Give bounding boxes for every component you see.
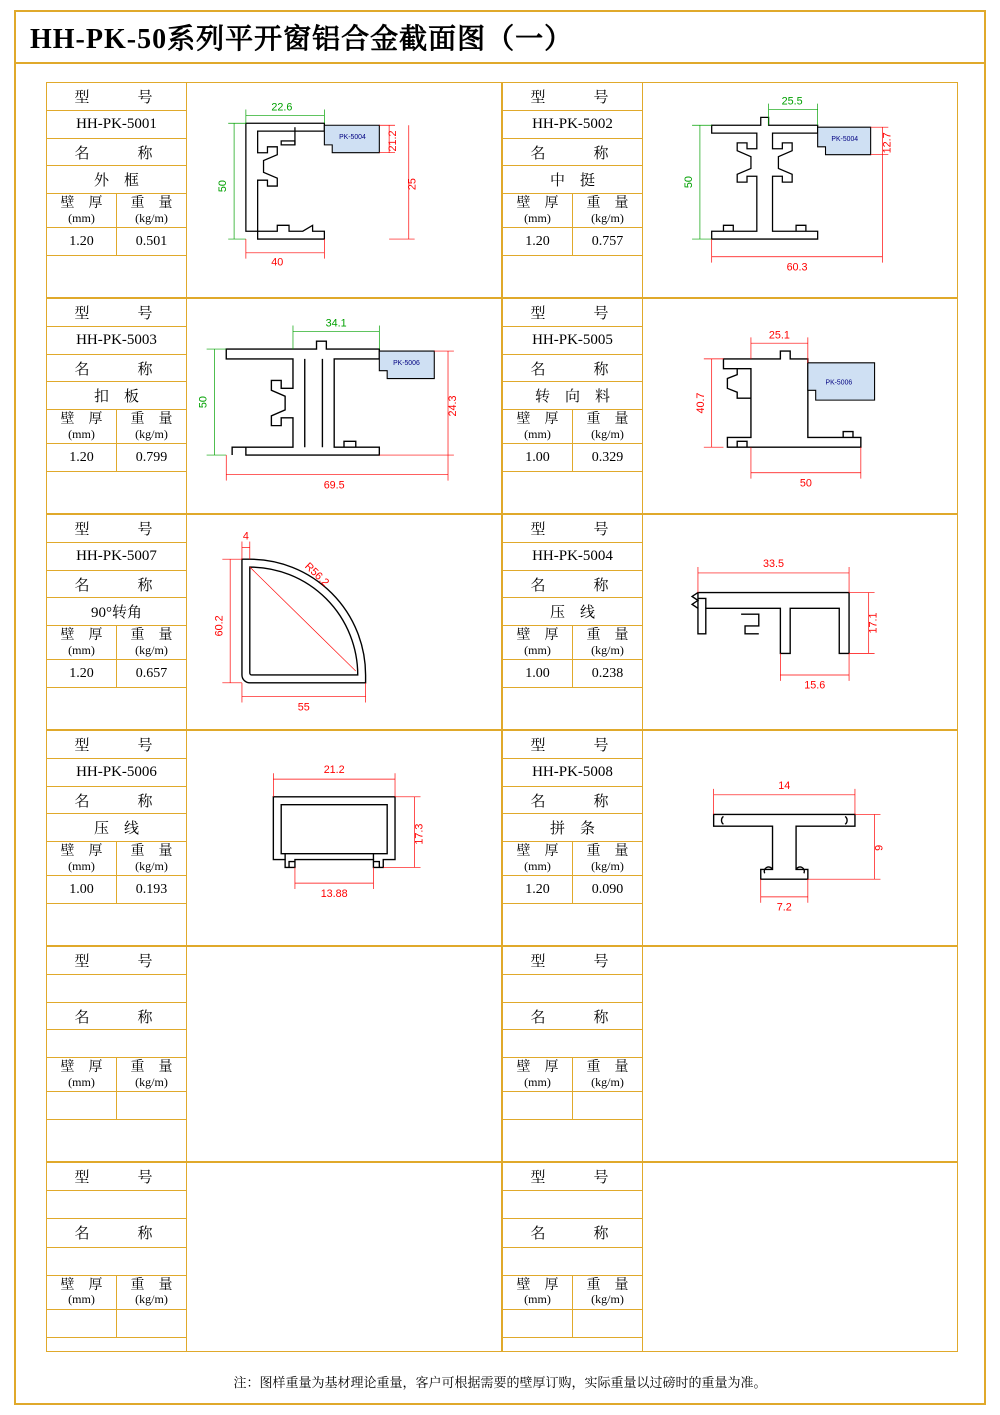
profile-drawing-empty [186,946,502,1162]
info-value-name: 拼 条 [503,814,642,842]
value-weight: 0.329 [591,449,624,465]
info-label-name: 名 称 [503,355,642,383]
value-weight [117,1092,186,1119]
profile-info [502,946,642,1162]
label-thickness: 壁 厚 [60,196,103,212]
profile-cell[interactable] [46,298,502,514]
profile-info [46,514,186,730]
label-weight-unit: (kg/m) [135,426,168,441]
profile-info [502,82,642,298]
label-thickness: 壁 厚 [516,844,559,860]
label-weight-unit: (kg/m) [591,858,624,873]
profile-cell[interactable] [502,514,958,730]
info-label-model: 型 号 [47,1163,186,1191]
dim-value: 60.2 [213,615,226,637]
part-label: PK-5006 [393,359,420,367]
label-weight-unit: (kg/m) [135,1074,168,1089]
dim-value: 17.3 [413,823,426,845]
info-label-name: 名 称 [47,787,186,815]
info-label-model: 型 号 [503,515,642,543]
label-weight-group [117,410,186,443]
profile-drawing-turn-profile [642,298,958,514]
label-weight: 重 量 [130,1277,173,1293]
profile-cell[interactable] [502,298,958,514]
value-weight: 0.090 [591,881,624,897]
label-thickness: 壁 厚 [60,844,103,860]
label-weight: 重 量 [586,1060,629,1076]
label-thickness-group [503,1058,573,1091]
info-label-thickness-weight [47,194,186,228]
info-value-name: 转 向 料 [503,382,642,410]
profile-cell[interactable] [502,730,958,946]
profile-info [502,1162,642,1352]
drawing-sheet [14,10,986,1405]
label-weight-group [573,410,642,443]
label-thickness-unit: (mm) [68,1074,95,1089]
info-value-name: 压 线 [503,598,642,626]
info-value-thickness-weight [47,444,186,472]
info-value-name: 外 框 [47,166,186,194]
info-label-name: 名 称 [503,571,642,599]
grid-row [46,82,958,298]
label-weight: 重 量 [130,1060,173,1076]
dim-value: 22.6 [271,101,293,114]
dim-value: 40.7 [694,392,707,414]
info-label-name: 名 称 [503,1003,642,1031]
value-weight: 0.238 [591,665,624,681]
label-weight-group [117,1058,186,1091]
label-thickness-unit: (mm) [524,426,551,441]
profile-drawing-splice-bar [642,730,958,946]
dim-value: 50 [799,477,812,490]
info-label-thickness-weight [47,1058,186,1092]
profile-info [46,298,186,514]
value-thickness [503,1092,573,1119]
value-weight [573,1310,642,1337]
value-thickness: 1.20 [47,444,117,471]
info-blank [47,472,186,513]
dim-value: 34.1 [325,317,347,330]
value-weight: 0.757 [591,233,624,249]
value-weight: 0.193 [135,881,168,897]
label-weight-unit: (kg/m) [591,210,624,225]
part-label: PK-5004 [831,135,859,143]
info-value-model: HH-PK-5008 [503,759,642,787]
info-label-model: 型 号 [47,83,186,111]
label-thickness-group [47,1058,117,1091]
profile-drawing-corner-90 [186,514,502,730]
value-thickness [503,1310,573,1337]
info-blank [47,256,186,297]
label-weight-group [117,194,186,227]
profile-cell[interactable] [46,730,502,946]
info-value-model [503,975,642,1003]
info-label-name: 名 称 [47,1219,186,1247]
profile-drawing-bead-5004 [642,514,958,730]
label-thickness-group [503,194,573,227]
label-thickness: 壁 厚 [60,628,103,644]
label-weight: 重 量 [586,628,629,644]
info-value-model [47,975,186,1003]
dim-value: 50 [683,176,696,189]
label-weight: 重 量 [130,844,173,860]
label-weight-unit: (kg/m) [591,1074,624,1089]
value-thickness: 1.20 [503,876,573,903]
label-thickness-group [503,410,573,443]
profile-info [46,730,186,946]
label-thickness: 壁 厚 [60,1060,103,1076]
label-weight: 重 量 [586,844,629,860]
info-label-model: 型 号 [47,515,186,543]
value-weight: 0.799 [135,449,168,465]
grid-row [46,946,958,1162]
dim-value: 69.5 [323,479,345,492]
info-value-model: HH-PK-5005 [503,327,642,355]
dim-value: 60.3 [786,261,808,274]
info-value-name [47,1030,186,1058]
grid-row [46,1162,958,1352]
info-label-name: 名 称 [503,787,642,815]
info-label-name: 名 称 [503,139,642,167]
info-value-model [47,1191,186,1219]
profile-info [502,514,642,730]
profile-drawing-buckle-plate [186,298,502,514]
label-thickness-group [47,1276,117,1309]
label-weight-group [117,626,186,659]
info-label-thickness-weight [47,626,186,660]
info-blank [503,688,642,729]
footer-note: 注：图样重量为基材理论重量，客户可根据需要的壁厚订购，实际重量以过磅时的重量为准。 [233,1375,767,1390]
info-blank [47,1338,186,1351]
info-label-thickness-weight [503,1276,642,1310]
dim-value: 40 [271,256,284,269]
label-weight-group [573,1058,642,1091]
label-thickness-unit: (mm) [524,1074,551,1089]
label-weight-unit: (kg/m) [135,1292,168,1307]
label-weight: 重 量 [586,412,629,428]
dim-value: 50 [217,180,230,193]
label-weight: 重 量 [130,196,173,212]
info-value-name: 扣 板 [47,382,186,410]
grid-row [46,298,958,514]
label-weight-unit: (kg/m) [591,426,624,441]
dim-value: 55 [297,701,310,714]
value-thickness: 1.00 [503,660,573,687]
sheet-title-bar [16,12,984,64]
label-thickness-unit: (mm) [68,426,95,441]
dim-value: 15.6 [804,679,826,692]
label-thickness-unit: (mm) [524,1292,551,1307]
info-blank [503,1120,642,1161]
label-thickness: 壁 厚 [516,412,559,428]
info-value-model: HH-PK-5001 [47,111,186,139]
part-label: PK-5006 [825,379,853,387]
info-label-model: 型 号 [47,731,186,759]
label-thickness-unit: (mm) [68,210,95,225]
info-value-thickness-weight [47,1092,186,1120]
info-value-thickness-weight [47,1310,186,1338]
dim-value: 7.2 [776,901,792,914]
profile-cell[interactable] [46,514,502,730]
label-thickness: 壁 厚 [516,1277,559,1293]
label-thickness-unit: (mm) [524,642,551,657]
profile-cell[interactable] [46,1162,502,1352]
info-blank [503,472,642,513]
label-thickness-unit: (mm) [68,858,95,873]
value-weight: 0.501 [135,233,168,249]
label-weight-group [573,626,642,659]
info-label-thickness-weight [503,626,642,660]
dim-value: 33.5 [763,558,784,571]
profile-info [46,946,186,1162]
label-thickness-unit: (mm) [524,210,551,225]
label-thickness-group [47,626,117,659]
label-thickness: 壁 厚 [60,412,103,428]
profile-info [46,82,186,298]
profile-grid [46,82,958,1352]
dim-value: 21.2 [387,130,400,152]
profile-drawing-empty [642,946,958,1162]
label-thickness: 壁 厚 [516,1060,559,1076]
info-label-model: 型 号 [503,1163,642,1191]
label-thickness: 壁 厚 [516,628,559,644]
profile-drawing-empty [642,1162,958,1352]
info-label-thickness-weight [47,842,186,876]
label-weight-unit: (kg/m) [591,642,624,657]
profile-drawing-mullion [642,82,958,298]
label-weight-group [573,1276,642,1309]
profile-drawing-empty [186,1162,502,1352]
info-value-thickness-weight [47,876,186,904]
value-thickness: 1.20 [47,660,117,687]
profile-info [502,730,642,946]
label-weight: 重 量 [130,412,173,428]
info-value-thickness-weight [47,228,186,256]
info-label-name: 名 称 [47,139,186,167]
info-label-name: 名 称 [47,355,186,383]
label-thickness-group [47,194,117,227]
label-weight-unit: (kg/m) [135,210,168,225]
info-label-thickness-weight [503,1058,642,1092]
dim-value: 17.1 [867,612,880,634]
info-value-name: 90°转角 [47,598,186,626]
grid-row [46,514,958,730]
label-weight-group [117,1276,186,1309]
info-label-model: 型 号 [503,299,642,327]
info-label-thickness-weight [503,410,642,444]
info-value-model: HH-PK-5004 [503,543,642,571]
label-weight: 重 量 [130,628,173,644]
profile-cell[interactable] [502,1162,958,1352]
label-weight-unit: (kg/m) [135,858,168,873]
profile-cell[interactable] [502,82,958,298]
value-weight [117,1310,186,1337]
value-thickness: 1.00 [503,444,573,471]
label-weight-group [573,842,642,875]
label-thickness: 壁 厚 [516,196,559,212]
info-value-thickness-weight [503,444,642,472]
dim-value: 25.5 [781,95,803,108]
profile-drawing-bead-5006 [186,730,502,946]
value-weight: 0.657 [135,665,168,681]
dim-value: 25 [406,178,419,191]
dim-value: 25.1 [768,329,790,342]
info-value-name: 中 挺 [503,166,642,194]
info-value-name [503,1030,642,1058]
dim-value: 14 [778,779,791,792]
dim-value: 4 [242,530,249,543]
info-blank [47,904,186,945]
info-label-name: 名 称 [47,571,186,599]
info-value-thickness-weight [503,1310,642,1338]
info-value-name [503,1248,642,1276]
page-title: HH-PK-50系列平开窗铝合金截面图（一） [30,24,574,55]
info-value-model: HH-PK-5007 [47,543,186,571]
label-weight-unit: (kg/m) [591,1292,624,1307]
value-weight [573,1092,642,1119]
value-thickness: 1.20 [47,228,117,255]
value-thickness [47,1310,117,1337]
info-label-thickness-weight [47,410,186,444]
profile-cell[interactable] [46,946,502,1162]
info-label-thickness-weight [503,842,642,876]
info-value-thickness-weight [47,660,186,688]
label-thickness-group [503,1276,573,1309]
info-label-model: 型 号 [47,299,186,327]
info-value-thickness-weight [503,1092,642,1120]
info-blank [503,256,642,297]
label-thickness-group [503,842,573,875]
info-blank [503,904,642,945]
info-label-thickness-weight [503,194,642,228]
label-weight: 重 量 [586,1277,629,1293]
info-value-thickness-weight [503,876,642,904]
info-blank [47,1120,186,1161]
value-thickness: 1.20 [503,228,573,255]
label-weight: 重 量 [586,196,629,212]
dim-value: 9 [873,844,886,851]
info-value-model: HH-PK-5006 [47,759,186,787]
info-label-model: 型 号 [47,947,186,975]
info-label-model: 型 号 [503,947,642,975]
grid-row [46,730,958,946]
profile-cell[interactable] [502,946,958,1162]
profile-cell[interactable] [46,82,502,298]
info-value-name: 压 线 [47,814,186,842]
info-value-model: HH-PK-5002 [503,111,642,139]
info-label-name: 名 称 [503,1219,642,1247]
info-blank [503,1338,642,1351]
info-value-thickness-weight [503,660,642,688]
label-thickness-group [47,410,117,443]
profile-info [46,1162,186,1352]
label-thickness-unit: (mm) [524,858,551,873]
dim-value: 21.2 [323,764,345,777]
info-value-model: HH-PK-5003 [47,327,186,355]
dim-value: 50 [197,396,210,409]
label-thickness-unit: (mm) [68,642,95,657]
dim-value: R56.2 [302,560,332,590]
profile-drawing-outer-frame [186,82,502,298]
label-thickness-group [47,842,117,875]
info-blank [47,688,186,729]
label-weight-unit: (kg/m) [135,642,168,657]
info-label-name: 名 称 [47,1003,186,1031]
dim-value: 24.3 [446,395,459,417]
info-value-name [47,1248,186,1276]
info-label-thickness-weight [47,1276,186,1310]
value-thickness [47,1092,117,1119]
info-value-thickness-weight [503,228,642,256]
info-value-model [503,1191,642,1219]
profile-info [502,298,642,514]
part-label: PK-5004 [339,133,366,141]
label-thickness: 壁 厚 [60,1277,103,1293]
label-weight-group [117,842,186,875]
info-label-model: 型 号 [503,83,642,111]
label-thickness-group [503,626,573,659]
dim-value: 12.7 [881,132,894,154]
label-weight-group [573,194,642,227]
value-thickness: 1.00 [47,876,117,903]
dim-value: 13.88 [320,887,348,900]
label-thickness-unit: (mm) [68,1292,95,1307]
info-label-model: 型 号 [503,731,642,759]
